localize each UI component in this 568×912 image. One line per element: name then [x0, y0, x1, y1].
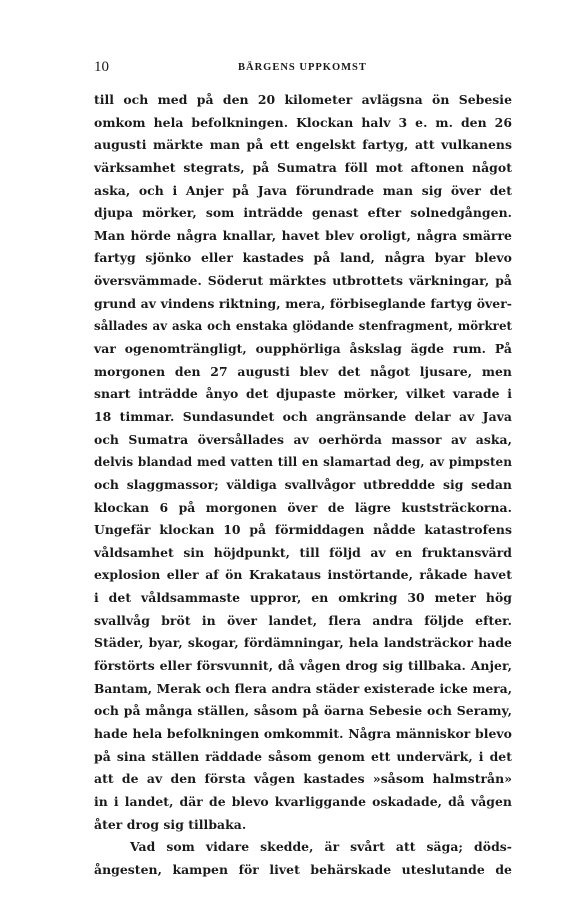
- text-line: att de av den första vågen kastades »såsom halmstrån»: [94, 771, 512, 787]
- text-line: och på många ställen, såsom på öarna Sebesie och Seramy,: [94, 703, 512, 719]
- text-line: klockan 6 på morgonen över de lägre kuststräckorna.: [94, 499, 512, 515]
- text-line: Ungefär klockan 10 på förmiddagen nådde katastrofens: [94, 522, 512, 538]
- text-line: förstörts eller försvunnit, då vågen drog sig tillbaka. Anjer,: [94, 658, 512, 674]
- text-line: översvämmade. Söderut märktes utbrottets värkningar, på: [94, 273, 512, 289]
- text-line: augusti märkte man på ett engelskt fartyg, att vulkanens: [94, 137, 512, 153]
- text-line: Man hörde några knallar, havet blev oroligt, några smärre: [94, 227, 512, 243]
- text-line: till och med på den 20 kilometer avlägsna ön Sebesie: [94, 92, 512, 107]
- text-line: snart inträdde ånyo det djupaste mörker, vilket varade i: [94, 386, 512, 402]
- text-line: sållades av aska och enstaka glödande stenfragment, mörkret: [94, 319, 512, 334]
- text-line: ångesten, kampen för livet behärskade uteslutande de: [94, 861, 512, 877]
- text-line: in i landet, där de blevo kvarliggande oskadade, då vågen: [94, 793, 512, 809]
- text-line: omkom hela befolkningen. Klockan halv 3 e. m. den 26: [94, 114, 512, 130]
- text-line: aska, och i Anjer på Java förundrade man sig över det: [94, 182, 512, 198]
- text-line: delvis blandad med vatten till en slamartad deg, av pimpsten: [94, 455, 512, 470]
- text-line: djupa mörker, som inträdde genast efter solnedgången.: [94, 205, 512, 221]
- text-line: morgonen den 27 augusti blev det något ljusare, men: [94, 363, 512, 379]
- text-line: explosion eller af ön Krakataus instörtande, råkade havet: [94, 567, 512, 583]
- text-line: på sina ställen räddade såsom genom ett undervärk, i det: [94, 748, 512, 764]
- text-line: våldsamhet sin höjdpunkt, till följd av en fruktansvärd: [94, 544, 512, 560]
- running-head: BÄRGENS UPPKOMST: [238, 62, 367, 73]
- text-line: svallvåg bröt in över landet, flera andra följde efter.: [94, 612, 512, 628]
- page-number: 10: [94, 59, 109, 75]
- page-header: [94, 59, 512, 79]
- text-line: hade hela befolkningen omkommit. Några människor blevo: [94, 725, 512, 741]
- text-line: 18 timmar. Sundasundet och angränsande delar av Java: [94, 408, 512, 424]
- text-line: och slaggmassor; väldiga svallvågor utbreddde sig sedan: [94, 476, 512, 492]
- text-line: var ogenomträngligt, oupphörliga åskslag ägde rum. På: [94, 341, 512, 357]
- text-line: i det våldsammaste uppror, en omkring 30 meter hög: [94, 590, 512, 606]
- body-text: [94, 89, 512, 881]
- text-line: Städer, byar, skogar, fördämningar, hela landsträckor hade: [94, 635, 512, 651]
- text-line: Vad som vidare skedde, är svårt att säga; döds-: [130, 839, 512, 855]
- text-line: Bantam, Merak och flera andra städer existerade icke mera,: [94, 681, 512, 696]
- text-line: värksamhet stegrats, på Sumatra föll mot aftonen något: [94, 159, 512, 175]
- text-line: åter drog sig tillbaka.: [94, 816, 247, 832]
- text-line: fartyg sjönko eller kastades på land, några byar blevo: [94, 250, 512, 266]
- text-line: och Sumatra översållades av oerhörda massor av aska,: [94, 431, 512, 447]
- text-line: grund av vindens riktning, mera, förbiseglande fartyg över-: [94, 295, 512, 311]
